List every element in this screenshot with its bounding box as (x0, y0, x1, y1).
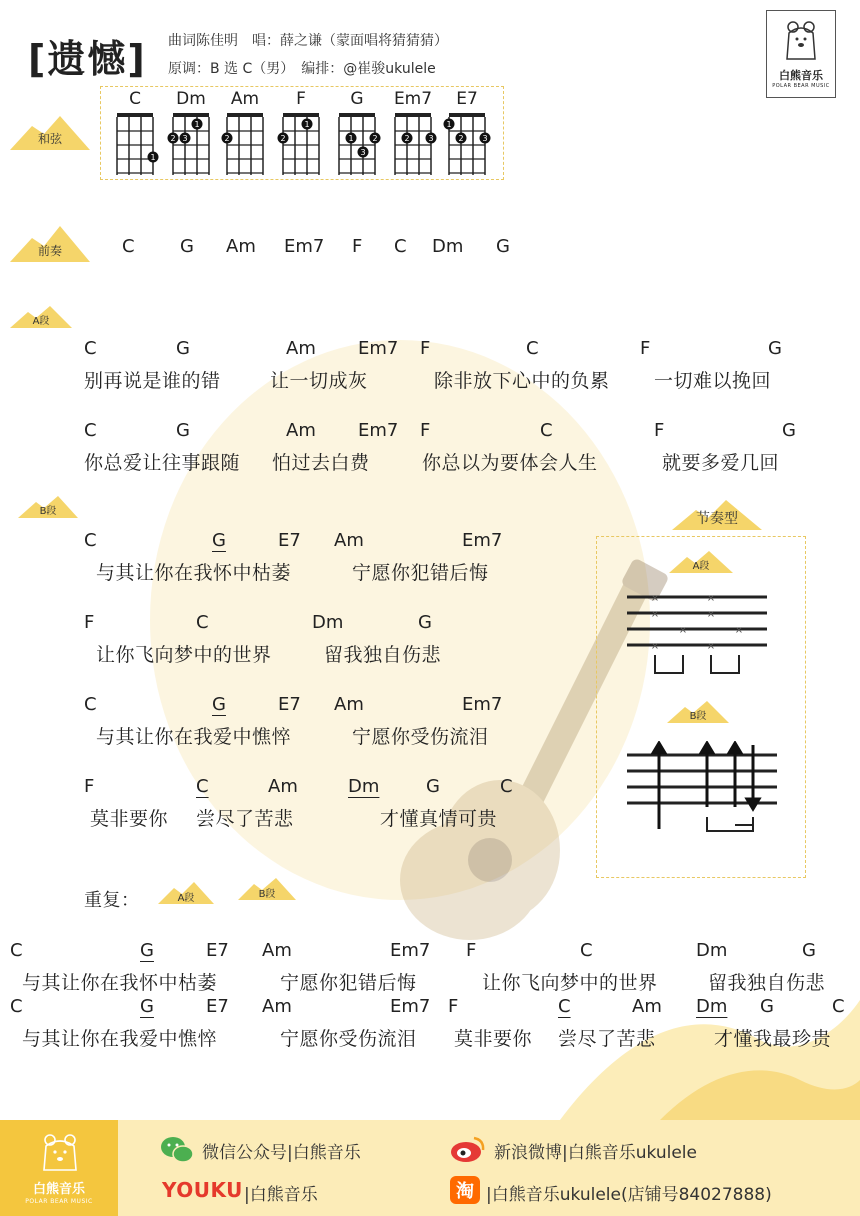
lyric: 宁愿你受伤流泪 (352, 726, 489, 748)
chord: Dm (348, 776, 380, 797)
chord: C (10, 940, 23, 961)
chord: C (10, 996, 23, 1017)
footer-brand-sub: POLAR BEAR MUSIC (25, 1198, 93, 1205)
tag-repeat-a: A段 (158, 880, 214, 906)
tag-rhythm-b: B段 (667, 699, 729, 725)
tag-intro: 前奏 (10, 222, 90, 264)
svg-text:2: 2 (224, 134, 230, 143)
chord: Em7 (462, 530, 503, 551)
footer-youku[interactable]: |白熊音乐 (244, 1185, 318, 1205)
lyric: 与其让你在我爱中憔悴 (96, 726, 292, 748)
chord: F (466, 940, 477, 961)
chord: Em7 (462, 694, 503, 715)
chord: E7 (278, 694, 301, 715)
lyric: 与其让你在我怀中枯萎 (96, 562, 292, 584)
wechat-icon (160, 1136, 194, 1164)
svg-text:1: 1 (446, 120, 452, 129)
svg-text:1: 1 (194, 120, 200, 129)
chord: G (176, 420, 190, 441)
chord: G (418, 612, 432, 633)
chord-chart-box (100, 86, 504, 180)
svg-text:×: × (678, 625, 688, 636)
svg-text:×: × (650, 609, 660, 620)
chord-name-am: Am (230, 89, 260, 109)
svg-text:3: 3 (428, 134, 434, 143)
chord-fretboards (101, 87, 503, 179)
chord: G (212, 530, 226, 551)
svg-text:1: 1 (150, 153, 156, 162)
lyric: 让你飞向梦中的世界 (482, 972, 658, 994)
lyric: 你总以为要体会人生 (422, 452, 598, 474)
chord: G (140, 996, 154, 1017)
chord-name-em7: Em7 (393, 89, 433, 109)
svg-text:×: × (650, 593, 660, 604)
tag-b-section: B段 (18, 494, 78, 520)
lyric: 除非放下心中的负累 (434, 370, 610, 392)
chord: G (802, 940, 816, 961)
chord: Am (286, 338, 316, 359)
tag-repeat-b: B段 (238, 876, 296, 902)
chord: C (84, 694, 97, 715)
chord: E7 (278, 530, 301, 551)
svg-text:1: 1 (304, 120, 310, 129)
chord: C (500, 776, 513, 797)
chord: G (212, 694, 226, 715)
tag-chords: 和弦 (10, 112, 90, 152)
chord: G (760, 996, 774, 1017)
svg-text:3: 3 (482, 134, 488, 143)
chord: Em7 (358, 420, 399, 441)
chord: C (84, 338, 97, 359)
chord: F (352, 236, 363, 257)
chord: C (580, 940, 593, 961)
lyric: 莫非要你 (454, 1028, 533, 1050)
svg-text:3: 3 (182, 134, 188, 143)
chord: Dm (696, 996, 728, 1017)
bear-logo-icon (42, 1132, 78, 1172)
chord: G (496, 236, 510, 257)
chord: C (196, 776, 209, 797)
repeat-label: 重复： (84, 890, 140, 911)
lyric: 让你飞向梦中的世界 (96, 644, 272, 666)
tag-a-section: A段 (10, 304, 72, 330)
chord-name-g: G (350, 89, 364, 109)
key-info: 原调：B 选 C（男） 编排：@崔骏ukulele (168, 61, 436, 77)
chord: Em7 (358, 338, 399, 359)
footer (0, 1120, 860, 1216)
chord: C (394, 236, 407, 257)
chord: Am (286, 420, 316, 441)
svg-text:2: 2 (372, 134, 378, 143)
footer-wechat[interactable]: 微信公众号|白熊音乐 (202, 1143, 361, 1163)
chord: Dm (312, 612, 344, 633)
chord-name-f: F (296, 89, 306, 109)
chord-name-e7: E7 (456, 89, 478, 109)
chord: Am (262, 996, 292, 1017)
svg-text:2: 2 (170, 134, 176, 143)
chord: F (448, 996, 459, 1017)
chord: Am (334, 694, 364, 715)
brand-name: 白熊音乐 (779, 69, 823, 82)
lyric: 与其让你在我爱中憔悴 (22, 1028, 218, 1050)
tag-rhythm-a: A段 (669, 549, 733, 575)
bear-logo-icon (785, 19, 817, 63)
chord: C (122, 236, 135, 257)
chord: C (84, 420, 97, 441)
chord: Am (262, 940, 292, 961)
chord-name-c: C (129, 89, 141, 109)
chord: G (180, 236, 194, 257)
chord: F (654, 420, 665, 441)
chord: G (782, 420, 796, 441)
chord: F (84, 612, 95, 633)
footer-weibo[interactable]: 新浪微博|白熊音乐ukulele (494, 1143, 697, 1163)
rhythm-a-strum-pattern (627, 589, 767, 679)
song-credits: 曲词陈佳明 唱：薛之谦（蒙面唱将猜猜猜） (168, 33, 448, 49)
lyric: 就要多爱几回 (662, 452, 780, 474)
svg-text:1: 1 (348, 134, 354, 143)
lyric: 让一切成灰 (270, 370, 368, 392)
chord: E7 (206, 996, 229, 1017)
chord: F (84, 776, 95, 797)
chord: E7 (206, 940, 229, 961)
chord: G (176, 338, 190, 359)
svg-text:淘: 淘 (456, 1181, 474, 1202)
lyric: 宁愿你犯错后悔 (352, 562, 489, 584)
chord: Am (268, 776, 298, 797)
rhythm-pattern-box (596, 536, 806, 878)
svg-text:×: × (706, 641, 716, 652)
chord: Dm (696, 940, 728, 961)
svg-text:3: 3 (360, 148, 366, 157)
chord: C (196, 612, 209, 633)
lyric: 才懂真情可贵 (380, 808, 498, 830)
rhythm-b-strum-pattern (627, 741, 777, 837)
svg-text:×: × (734, 625, 744, 636)
lyric: 留我独自伤悲 (324, 644, 442, 666)
lyric: 尝尽了苦悲 (196, 808, 294, 830)
lyric: 别再说是谁的错 (84, 370, 221, 392)
svg-text:×: × (650, 641, 660, 652)
chord: C (84, 530, 97, 551)
chord: Em7 (284, 236, 325, 257)
chord: Em7 (390, 996, 431, 1017)
lyric: 与其让你在我怀中枯萎 (22, 972, 218, 994)
chord: Dm (432, 236, 464, 257)
brand-subtitle: POLAR BEAR MUSIC (772, 83, 830, 89)
youku-logo: YOUKU (162, 1178, 243, 1202)
brand-logo (766, 10, 836, 98)
footer-taobao[interactable]: |白熊音乐ukulele(店铺号84027888) (486, 1185, 772, 1205)
song-title: [遗憾] (28, 37, 147, 81)
weibo-icon (450, 1134, 486, 1164)
chord: C (526, 338, 539, 359)
chord: G (426, 776, 440, 797)
footer-brand-name: 白熊音乐 (32, 1182, 85, 1197)
lyric: 莫非要你 (90, 808, 169, 830)
svg-text:2: 2 (280, 134, 286, 143)
svg-text:2: 2 (404, 134, 410, 143)
chord: Am (334, 530, 364, 551)
taobao-icon (450, 1176, 480, 1204)
chord: C (540, 420, 553, 441)
footer-brand-block (0, 1120, 118, 1216)
svg-text:×: × (706, 593, 716, 604)
svg-text:2: 2 (458, 134, 464, 143)
tag-rhythm: 节奏型 (672, 498, 762, 532)
chord: F (640, 338, 651, 359)
chord: G (768, 338, 782, 359)
lyric: 宁愿你受伤流泪 (280, 1028, 417, 1050)
chord: C (558, 996, 571, 1017)
lyric: 你总爱让往事跟随 (84, 452, 241, 474)
chord-name-dm: Dm (176, 89, 206, 109)
lyric: 尝尽了苦悲 (558, 1028, 656, 1050)
chord: Em7 (390, 940, 431, 961)
chord: Am (632, 996, 662, 1017)
lyric: 宁愿你犯错后悔 (280, 972, 417, 994)
chord: Am (226, 236, 256, 257)
lyric: 怕过去白费 (272, 452, 370, 474)
chord: F (420, 420, 431, 441)
lyric: 留我独自伤悲 (708, 972, 826, 994)
chord: G (140, 940, 154, 961)
lyric: 一切难以挽回 (654, 370, 772, 392)
lyric: 才懂我最珍贵 (714, 1028, 832, 1050)
chord: C (832, 996, 845, 1017)
chord: F (420, 338, 431, 359)
svg-text:×: × (706, 609, 716, 620)
